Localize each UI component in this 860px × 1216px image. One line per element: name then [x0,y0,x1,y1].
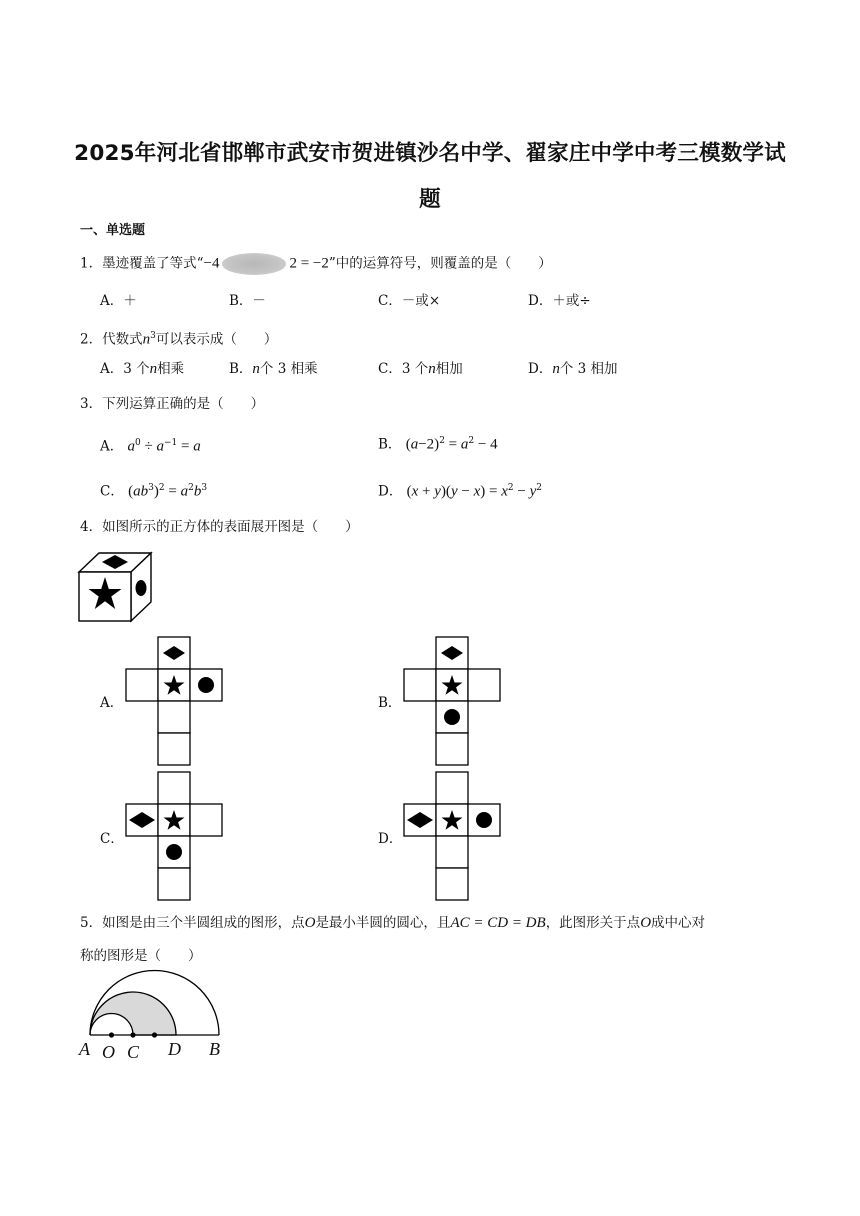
q2-exponent: 3 [150,331,156,341]
question-5-line1: 5．如图是由三个半圆组成的图形，点O是最小半圆的圆心，且AC = CD = DB，此图形关于点O成中心对 [80,915,706,931]
q1-suffix: ”中的运算符号，则覆盖的是（ ） [328,255,552,272]
question-2 [80,326,277,350]
circle-icon [444,709,460,725]
paper-title-line2: 题 [419,187,441,212]
semicircle-figure [78,972,228,1064]
q4-option-c-label: C． [100,831,124,847]
q1-option-d: D．＋或÷ [528,293,591,309]
question-3: 3．下列运算正确的是（ ） [80,396,265,412]
cube-circle-icon [136,580,147,596]
q1-option-a: A．＋ [100,293,137,309]
question-5-line2: 称的图形是（ ） [80,948,202,964]
paper-title-line1: 2025年河北省邯郸市武安市贺进镇沙名中学、翟家庄中学中考三模数学试 [74,141,786,166]
q2-option-d: D．n个 3 相加 [528,361,618,377]
q1-right-term: 2 = −2 [289,255,329,272]
q3-option-a: A． $a^0 \div a^{-1} = a$ [100,438,201,455]
q3-option-c: C． $(ab^3)^2 = a^2b^3$ [100,483,208,500]
q2-option-a: A．3 个n相乘 [100,361,185,377]
circle-icon [476,812,492,828]
net-option-a [125,637,223,767]
net-option-c [123,772,223,902]
q3-option-d: D． $(x + y)(y - x) = x^2 - y^2$ [378,483,542,500]
q3-option-b: B． $(a-2)^2 = a^2 - 4$ [378,436,498,453]
question-4: 4．如图所示的正方体的表面展开图是（ ） [80,519,359,535]
q1-prefix: 1．墨迹覆盖了等式“ [80,255,204,272]
question-1 [80,253,552,275]
circle-icon [166,844,182,860]
circle-icon [198,677,214,693]
point-label-c: C [127,1042,140,1062]
point-label-a: A [79,1039,90,1059]
q1-left-term: −4 [203,255,220,272]
q2-suffix: 可以表示成（ ） [155,331,278,348]
q2-prefix: 2．代数式 [80,331,143,348]
q2-option-b: B．n个 3 相乘 [229,361,318,377]
point-label-b: B [209,1039,220,1059]
q4-option-a-label: A． [100,695,124,711]
q1-option-c: C．－或× [378,293,441,309]
q4-option-d-label: D． [378,831,403,847]
point-label-d: D [168,1039,181,1059]
q2-variable: n [142,331,151,348]
q4-option-b-label: B． [378,695,402,711]
point-label-o: O [102,1042,115,1062]
ink-blot [222,253,286,275]
q1-option-b: B．－ [229,293,266,309]
cube-figure [78,552,154,624]
net-option-d [401,772,501,902]
q2-option-c: C．3 个n相加 [378,361,463,377]
section-heading: 一、单选题 [80,223,146,238]
net-option-b [403,637,501,767]
